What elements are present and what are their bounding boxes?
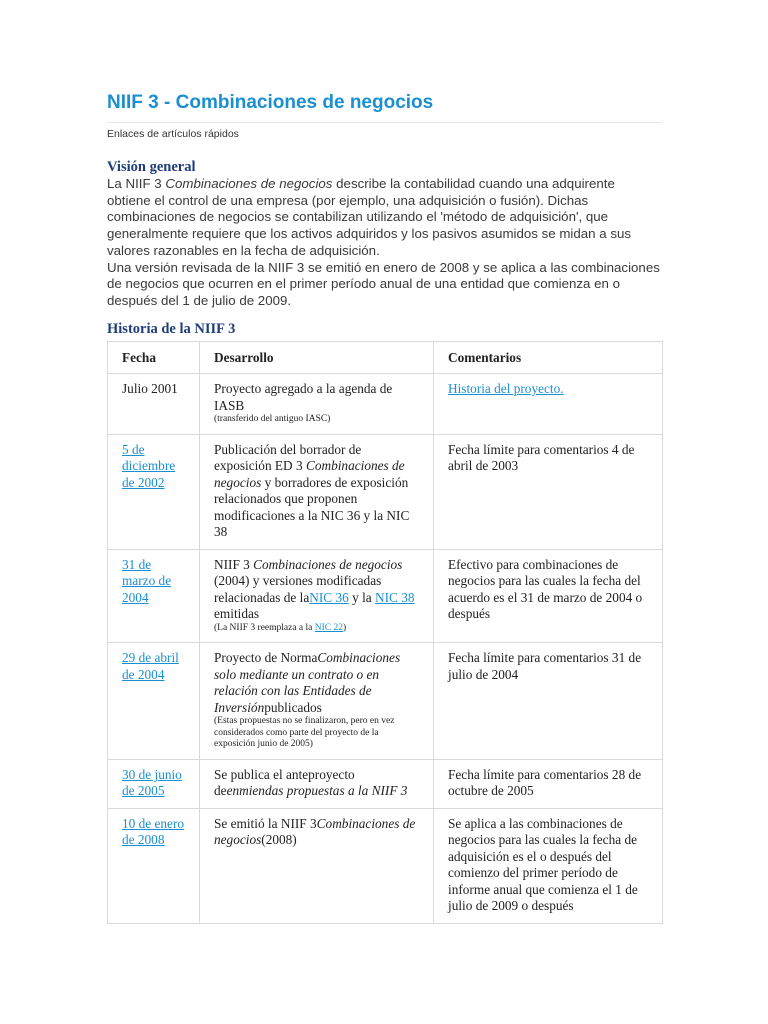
comments-cell: Efectivo para combinaciones de negocios para las cuales la fecha del acuerdo es el 31 de marzo de 2004 o después <box>434 549 663 643</box>
article <box>107 90 662 924</box>
history-table <box>107 341 663 924</box>
date-link[interactable]: 31 de marzo de 2004 <box>122 556 172 605</box>
table-header-row <box>108 341 663 374</box>
overview-heading: Visión general <box>107 159 196 175</box>
table-row <box>108 374 663 435</box>
table-row <box>108 759 663 808</box>
date-cell <box>108 434 200 549</box>
column-header-development: Desarrollo <box>200 341 434 374</box>
comments-cell: Fecha límite para comentarios 28 de octubre de 2005 <box>434 759 663 808</box>
date-cell: Julio 2001 <box>108 374 200 435</box>
date-link[interactable]: 5 de diciembre de 2002 <box>122 441 176 490</box>
development-cell: Se publica el anteproyecto deenmiendas propuestas a la NIIF 3 <box>200 759 434 808</box>
development-note: (transferido del antiguo IASC) <box>214 414 331 425</box>
date-cell <box>108 643 200 760</box>
comments-cell: Se aplica a las combinaciones de negocios para las cuales la fecha de adquisición es el o después del comienzo del primer período de informe anual que comienza el 1 de julio de 2009 o después <box>434 808 663 923</box>
table-row <box>108 549 663 643</box>
table-row <box>108 434 663 549</box>
development-cell: Proyecto de NormaCombinaciones solo mediante un contrato o en relación con las Entidades de Inversiónpublicados (Estas propuestas no se finalizaron, pero en vez considerados como parte del proyecto de la exposición junio de 2005) <box>200 643 434 760</box>
column-header-date: Fecha <box>108 341 200 374</box>
date-link[interactable]: 29 de abril de 2004 <box>122 650 179 682</box>
date-link[interactable]: 30 de junio de 2005 <box>122 766 182 799</box>
page-title: NIIF 3 - Combinaciones de negocios <box>107 92 434 113</box>
column-header-comments: Comentarios <box>434 341 663 374</box>
overview-paragraph-1: La NIIF 3 Combinaciones de negocios describe la contabilidad cuando una adquirente obtiene el control de una empresa (por ejemplo, una adquisición o fusión). Dichas combinaciones de negocios se contabilizan utilizando el 'método de adquisición', que generalmente requiere que los activos adquiridos y los pasivos asumidos se midan a sus valores razonables en la fecha de adquisición. <box>107 176 632 258</box>
date-cell <box>108 808 200 923</box>
nic-36-link[interactable]: NIC 36 <box>309 589 349 605</box>
quick-links[interactable]: Enlaces de artículos rápidos <box>107 128 239 140</box>
development-cell: Publicación del borrador de exposición ED 3 Combinaciones de negocios y borradores de exposición relacionados que proponen modificaciones a la NIC 36 y la NIC 38 <box>200 434 434 549</box>
development-cell: Proyecto agregado a la agenda de IASB (transferido del antiguo IASC) <box>200 374 434 435</box>
project-history-link[interactable]: Historia del proyecto. <box>448 381 564 397</box>
development-note: (Estas propuestas no se finalizaron, pero en vez considerados como parte del proyecto de la exposición junio de 2005) <box>214 716 395 750</box>
comments-cell: Fecha límite para comentarios 4 de abril de 2003 <box>434 434 663 549</box>
overview-paragraph-2: Una versión revisada de la NIIF 3 se emitió en enero de 2008 y se aplica a las combinaciones de negocios que ocurren en el primer período anual de una entidad que comienza en o después del 1 de julio de 2009. <box>107 259 660 308</box>
development-cell: NIIF 3 Combinaciones de negocios (2004) y versiones modificadas relacionadas de laNIC 36 y la NIC 38 emitidas (La NIIF 3 reemplaza a la NIC 22) <box>200 549 434 643</box>
nic-22-link[interactable]: NIC 22 <box>314 622 344 633</box>
development-cell: Se emitió la NIIF 3Combinaciones de negocios(2008) <box>200 808 434 923</box>
overview-body <box>107 176 662 310</box>
comments-cell: Fecha límite para comentarios 31 de julio de 2004 <box>434 643 663 760</box>
table-row <box>108 643 663 760</box>
development-note: (La NIIF 3 reemplaza a la NIC 22) <box>214 622 347 633</box>
date-cell <box>108 549 200 643</box>
title-divider <box>107 122 662 123</box>
table-row <box>108 808 663 923</box>
comments-cell <box>434 374 663 435</box>
history-heading: Historia de la NIIF 3 <box>107 320 236 337</box>
nic-38-link[interactable]: NIC 38 <box>375 589 415 605</box>
date-link[interactable]: 10 de enero de 2008 <box>122 815 185 848</box>
date-cell <box>108 759 200 808</box>
